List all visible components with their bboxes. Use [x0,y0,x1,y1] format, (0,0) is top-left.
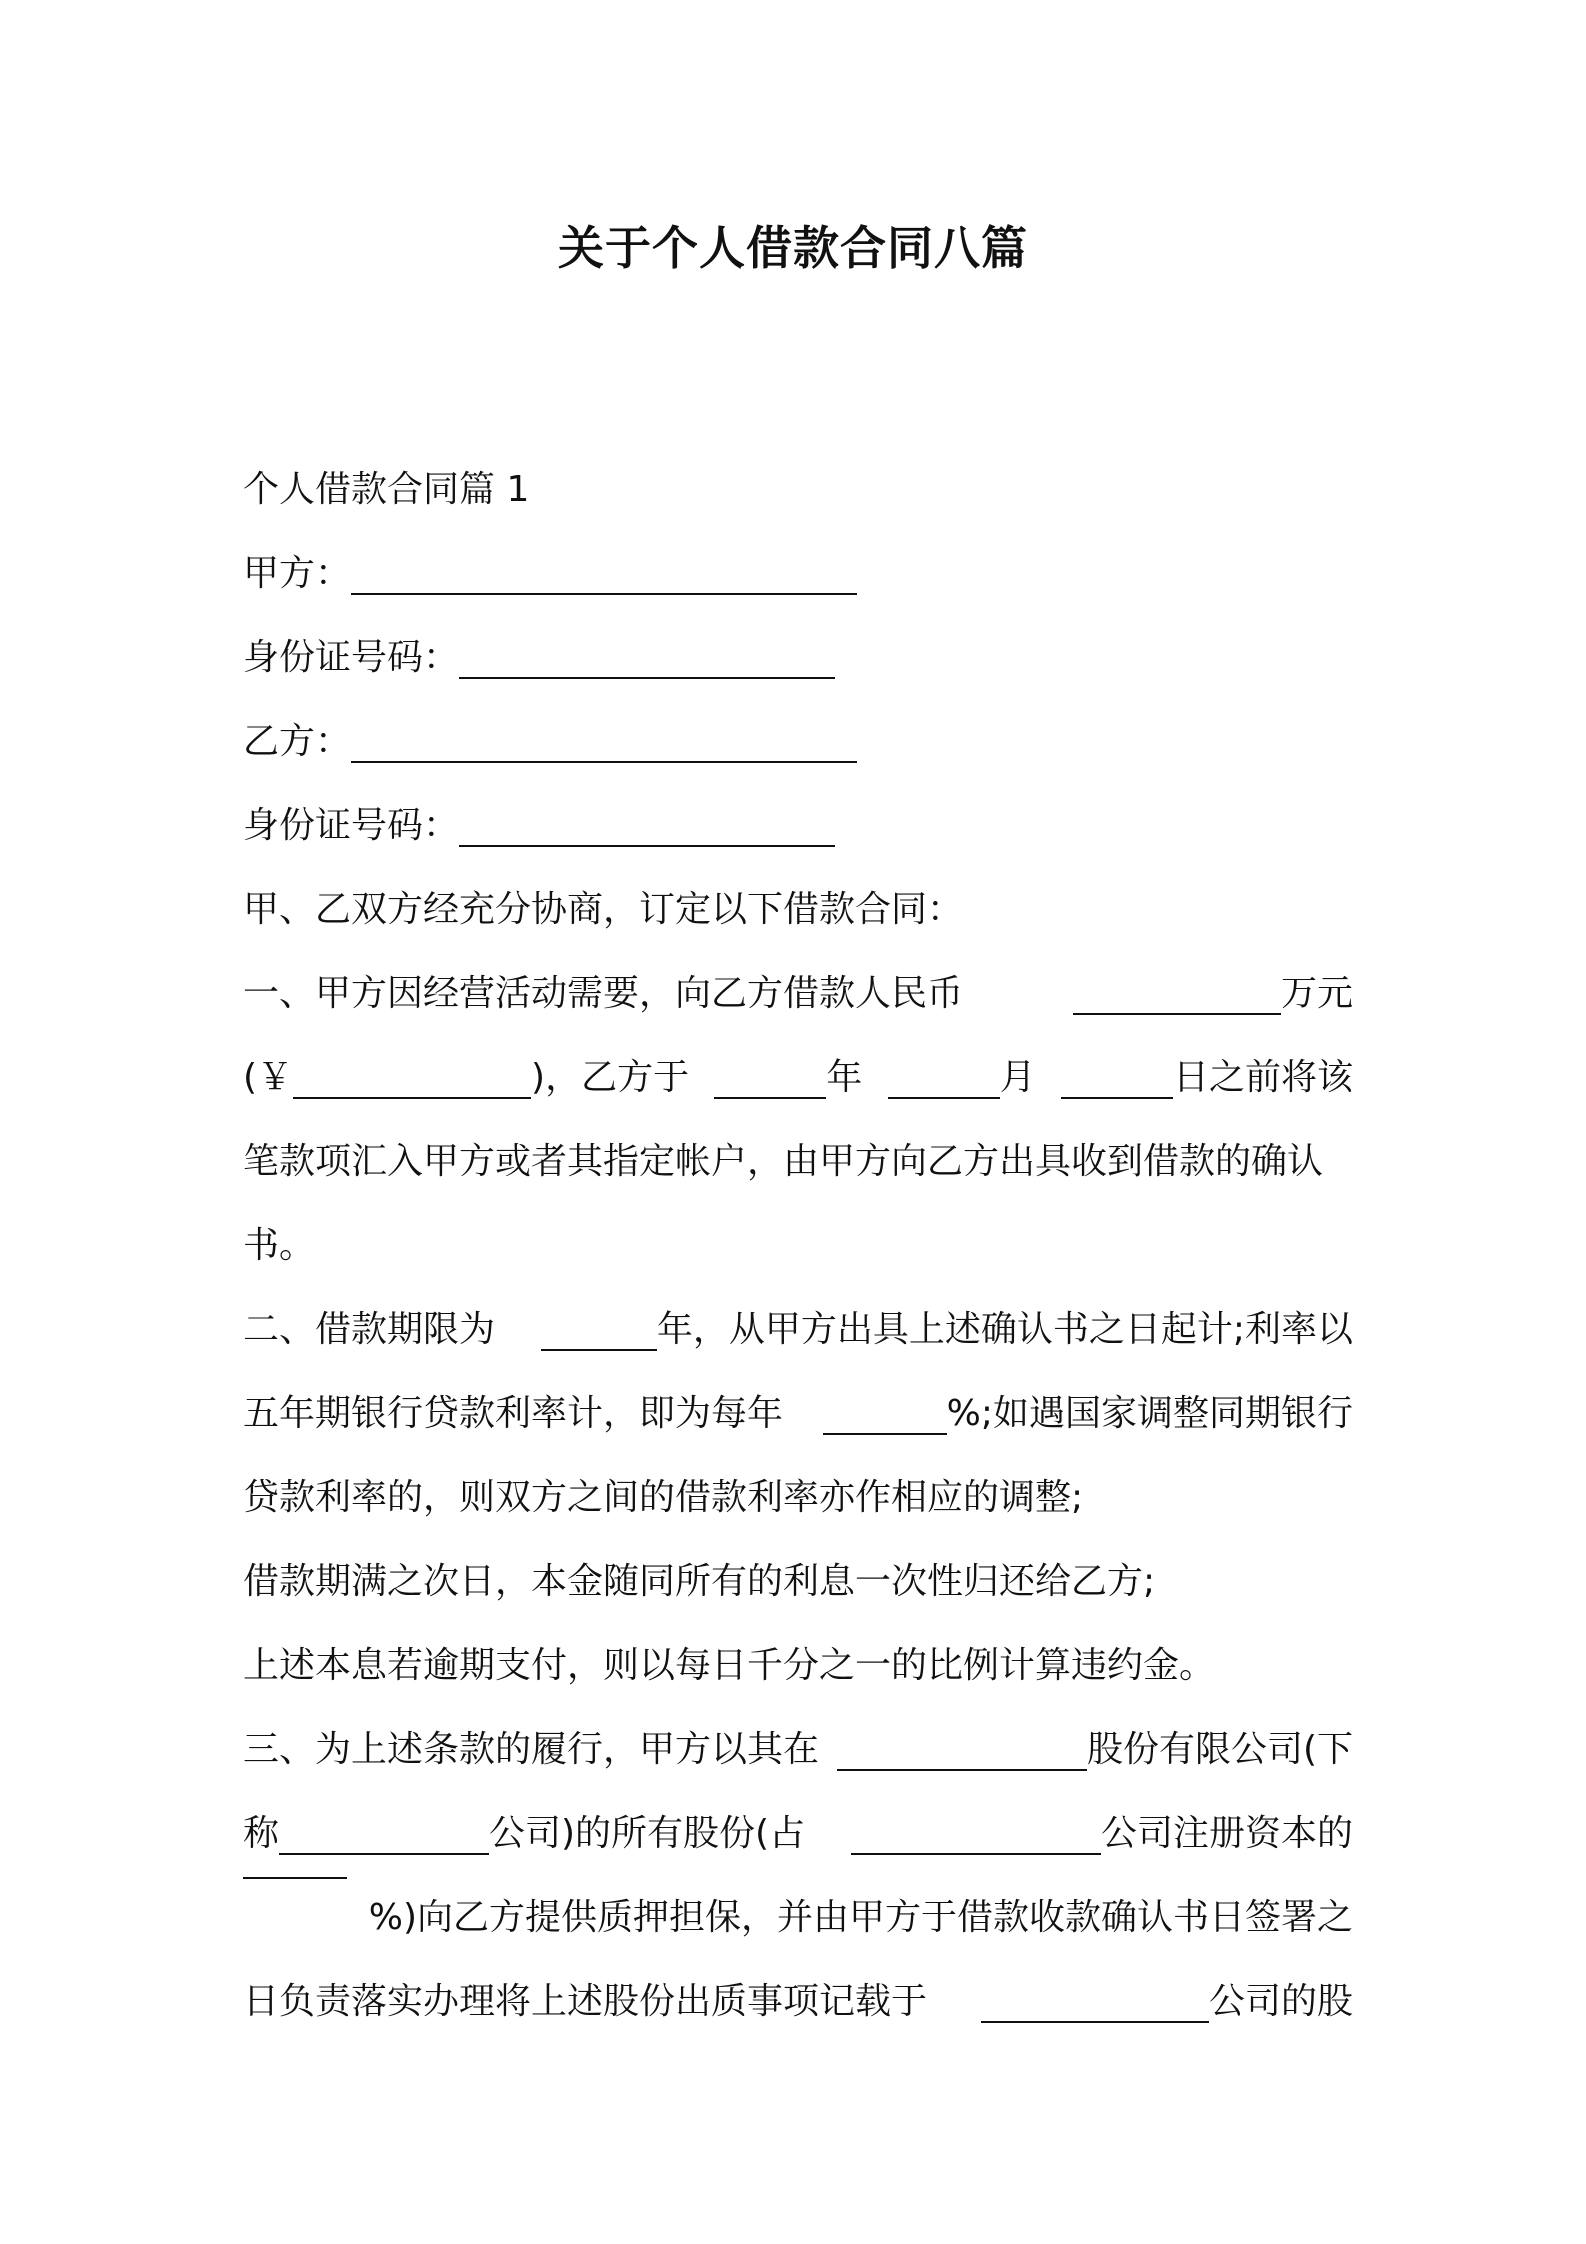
party-b-label: 乙方： [243,721,352,762]
clause2-line5: 上述本息若逾期支付，则以每日千分之一的比例计算违约金。 [243,1645,1216,1686]
clause3-line2 [243,1792,1353,1876]
clause3-text: %)向乙方提供质押担保，并由甲方于借款收款确认书日签署之 [368,1897,1353,1938]
registry-company-blank[interactable] [981,2020,1209,2023]
clause2-line1 [243,1288,1353,1372]
document-title: 关于个人借款合同八篇 [558,221,1028,275]
clause3-line4 [243,1960,1353,2044]
company-capital-blank[interactable] [851,1852,1101,1855]
day-blank[interactable] [1061,1096,1173,1099]
company-name-blank[interactable] [837,1768,1087,1771]
clause1-unit: 万元 [1280,973,1353,1014]
clause2-text: %;如遇国家调整同期银行 [946,1393,1353,1434]
clause3-text: 三、为上述条款的履行，甲方以其在 [243,1729,820,1770]
loan-amount-blank[interactable] [1073,1012,1281,1015]
month-blank[interactable] [888,1096,1000,1099]
party-b-id-blank[interactable] [459,844,835,847]
loan-term-blank[interactable] [541,1348,657,1351]
party-b-line [243,700,1353,784]
clause1-line1 [243,952,1353,1036]
party-a-id-line [243,616,1353,700]
clause3-line1 [243,1708,1353,1792]
clause2-line2 [243,1372,1353,1456]
clause1-line4: 书。 [243,1225,316,1266]
section-heading: 个人借款合同篇 1 [243,469,530,510]
party-b-id-label: 身份证号码： [243,805,460,846]
clause3-text: 日负责落实办理将上述股份出质事项记载于 [243,1981,928,2022]
intro-paragraph: 甲、乙双方经充分协商，订定以下借款合同： [243,889,964,930]
share-percent-blank[interactable] [243,1876,347,1879]
month-label: 月 [999,1057,1036,1098]
party-a-label: 甲方： [243,553,352,594]
party-a-id-label: 身份证号码： [243,637,460,678]
year-label: 年 [826,1057,863,1098]
clause3-text: 公司注册资本的 [1100,1813,1353,1854]
party-b-id-line [243,784,1353,868]
clause2-line4: 借款期满之次日，本金随同所有的利息一次性归还给乙方; [243,1561,1156,1602]
clause2-line3: 贷款利率的，则双方之间的借款利率亦作相应的调整; [243,1477,1084,1518]
clause1-text: 日之前将该 [1172,1057,1353,1098]
clause3-text: 公司)的所有股份(占 [489,1813,806,1854]
party-a-line [243,532,1353,616]
document-body [243,448,1353,2044]
clause1-line2 [243,1036,1353,1120]
clause3-text: 股份有限公司(下 [1086,1729,1353,1770]
clause3-line3 [243,1876,1353,1960]
clause1-line3: 笔款项汇入甲方或者其指定帐户，由甲方向乙方出具收到借款的确认 [243,1141,1324,1182]
clause3-text: 称 [243,1813,280,1854]
interest-rate-blank[interactable] [823,1432,947,1435]
clause1-text: (￥ [243,1057,294,1098]
year-blank[interactable] [714,1096,826,1099]
loan-amount-figure-blank[interactable] [293,1096,531,1099]
party-a-id-blank[interactable] [459,676,835,679]
clause2-text: 五年期银行贷款利率计，即为每年 [243,1393,784,1434]
clause1-text: 一、甲方因经营活动需要，向乙方借款人民币 [243,973,964,1014]
clause2-text: 年，从甲方出具上述确认书之日起计;利率以 [656,1309,1353,1350]
company-short-name-blank[interactable] [279,1852,489,1855]
party-b-blank[interactable] [351,760,857,763]
clause2-text: 二、借款期限为 [243,1309,496,1350]
clause3-text: 公司的股 [1208,1981,1353,2022]
party-a-blank[interactable] [351,592,857,595]
clause1-text: )，乙方于 [531,1057,690,1098]
